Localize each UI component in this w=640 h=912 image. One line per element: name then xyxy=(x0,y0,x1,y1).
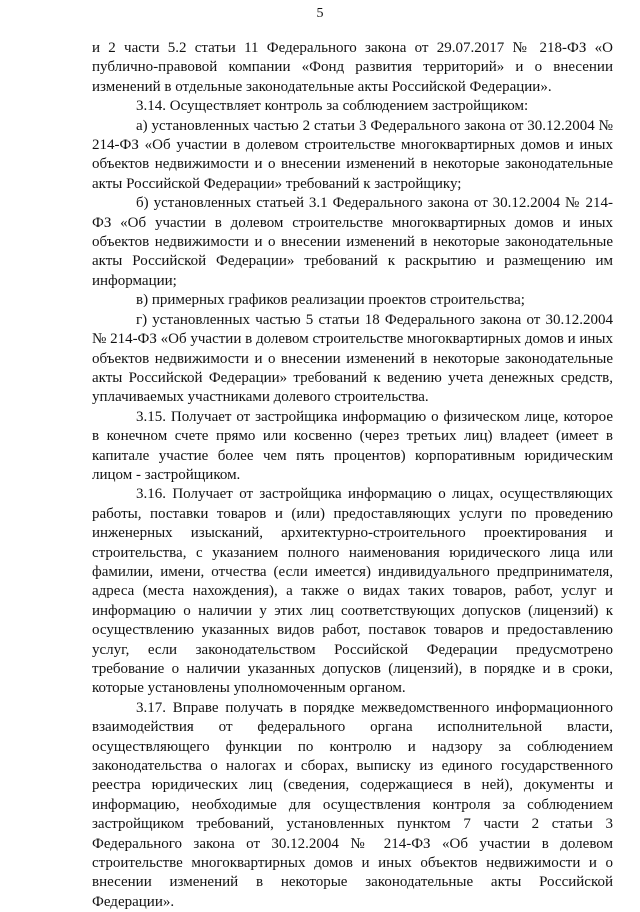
paragraph-3-17: 3.17. Вправе получать в порядке межведомственного информационного взаимодействия от федерального органа исполнительной власти, осуществляющего функции по контролю и надзору за соблюдением законодательства о налогах и сборах, выписку из единого государственного реестра юридических лиц (сведения, содержащиеся в ней), документы и информацию, необходимые для осуществления контроля за соблюдением застройщиком требований, установленных пунктом 7 части 2 статьи 3 Федерального закона от 30.12.2004 № 214-ФЗ «Об участии в долевом строительстве многоквартирных домов и иных объектов недвижимости и о внесении изменений в некоторые законодательные акты Российской Федерации». xyxy=(92,699,613,910)
paragraph-3-14-b: б) установленных статьей 3.1 Федерального закона от 30.12.2004 № 214-ФЗ «Об участии в долевом строительстве многоквартирных домов и иных объектов недвижимости и о внесении изменений в некоторые законодательные акты Российской Федерации» требований к раскрытию и размещению им информации; xyxy=(92,195,613,289)
paragraph-3-16: 3.16. Получает от застройщика информацию о лицах, осуществляющих работы, поставки товаров и (или) предоставляющих услуги по проведению инженерных изысканий, архитектурно-строительного проектирования и строительства, с указанием полного наименования юридического лица или фамилии, имени, отчества (если имеется) индивидуального предпринимателя, адреса (места нахождения), а также о видах таких товаров, работ, услуг и информацию о наличии у этих лиц соответствующих допусков (лицензий) к осуществлению указанных видов работ, поставок товаров и предоставлению услуг, если законодательством Российской Федерации предусмотрено требование о наличии указанных допусков (лицензий), в порядке и в сроки, которые установлены уполномоченным органом. xyxy=(92,486,613,697)
page-number: 5 xyxy=(316,6,324,21)
paragraph-3-15: 3.15. Получает от застройщика информацию о физическом лице, которое в конечном счете прямо или косвенно (через третьих лиц) владеет (имеет в капитале участие более чем пять процентов) корпоративным юридическим лицом - застройщиком. xyxy=(92,408,613,483)
paragraph-3-14-a: а) установленных частью 2 статьи 3 Федерального закона от 30.12.2004 № 214-ФЗ «Об участии в долевом строительстве многоквартирных домов и иных объектов недвижимости и о внесении изменений в некоторые законодательные акты Российской Федерации» требований к застройщику; xyxy=(92,117,613,192)
paragraph-continuation: и 2 части 5.2 статьи 11 Федерального закона от 29.07.2017 № 218-ФЗ «О публично-правовой компании «Фонд развития территорий» и о внесении изменений в отдельные законодательные акты Российской Федерации». xyxy=(92,40,613,95)
paragraph-3-14: 3.14. Осуществляет контроль за соблюдением застройщиком: xyxy=(136,98,529,115)
paragraph-3-14-v: в) примерных графиков реализации проектов строительства; xyxy=(136,292,525,309)
paragraph-3-14-g: г) установленных частью 5 статьи 18 Федерального закона от 30.12.2004 № 214-ФЗ «Об участии в долевом строительстве многоквартирных домов и иных объектов недвижимости и о внесении изменений в некоторые законодательные акты Российской Федерации» требований к ведению учета денежных средств, уплачиваемых участниками долевого строительства. xyxy=(92,311,613,406)
document-body xyxy=(92,39,613,912)
